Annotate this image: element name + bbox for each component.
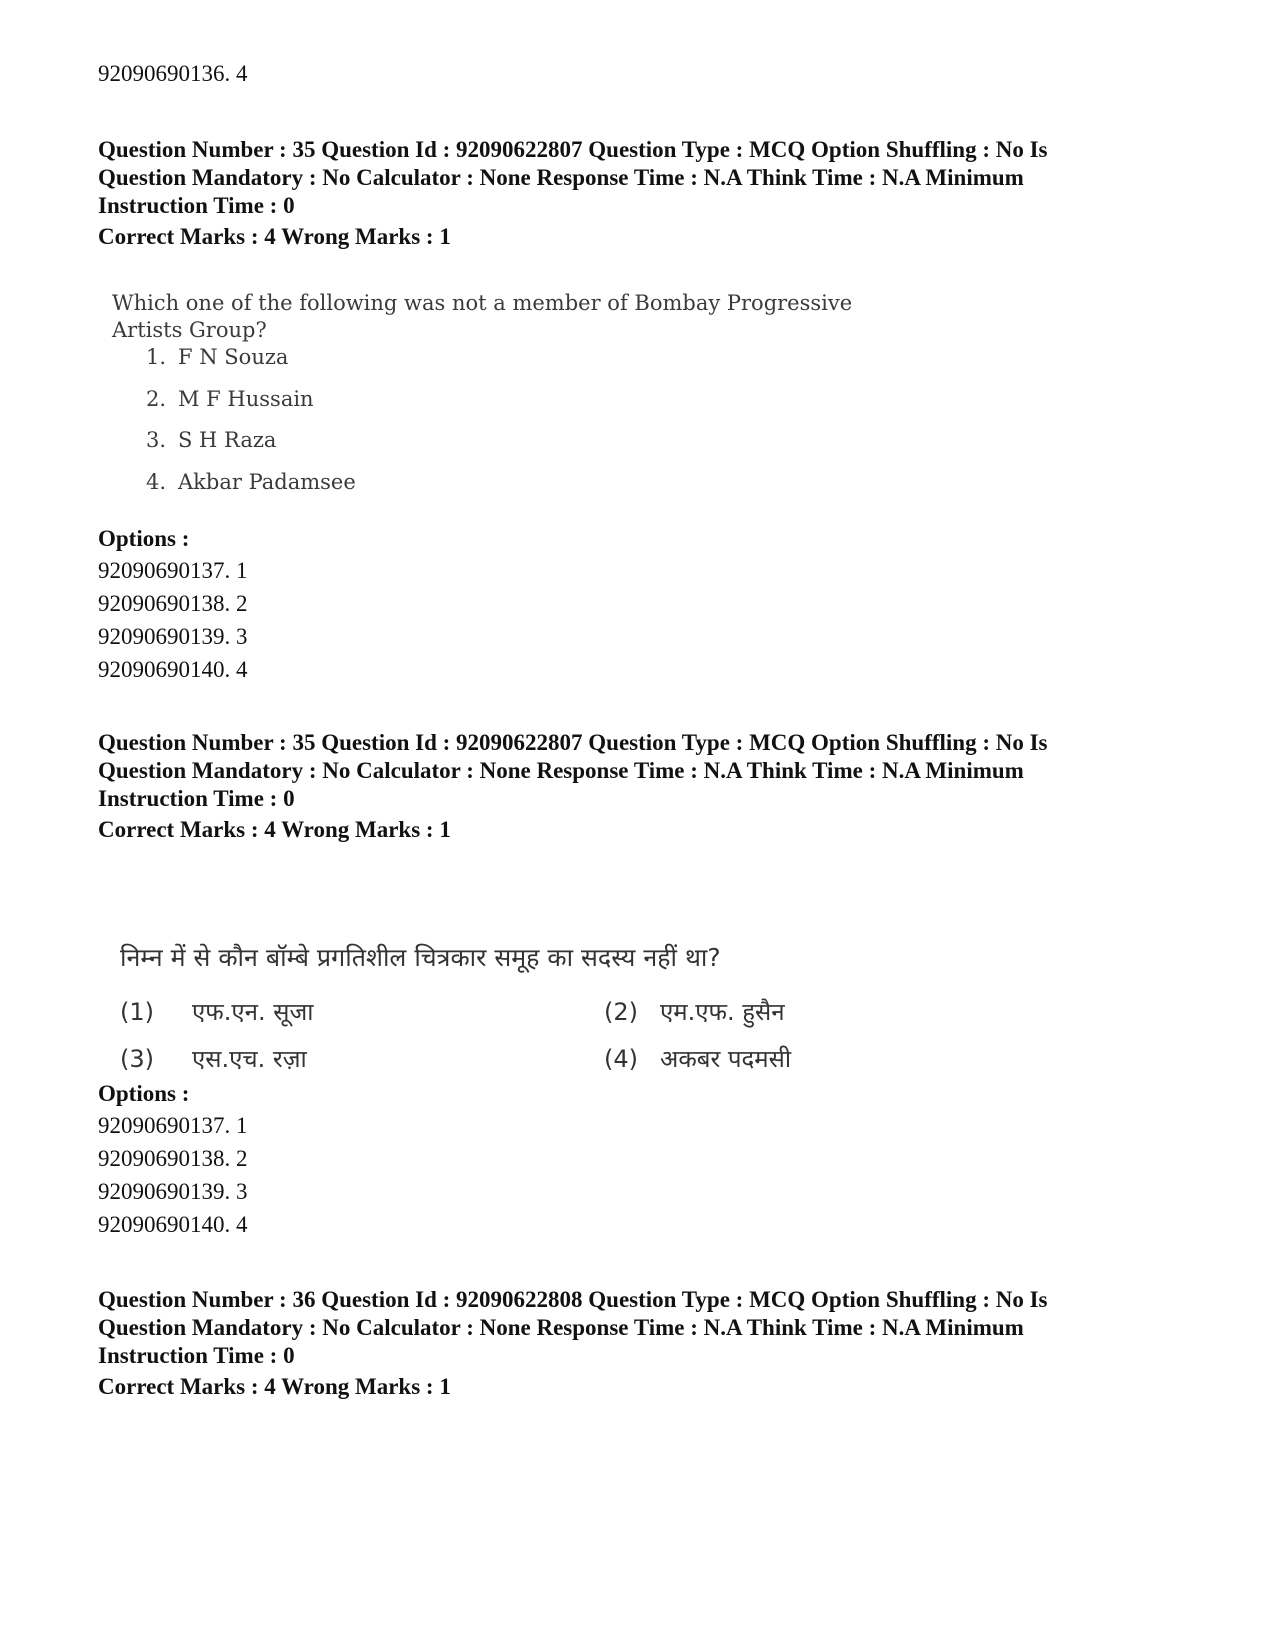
question-header	[98, 1286, 1158, 1370]
choice-number: (2)	[604, 998, 638, 1026]
option-line: 92090690138. 2	[98, 1146, 248, 1171]
header-line: Question Number : 35 Question Id : 92090622807 Question Type : MCQ Option Shuffling : No Is	[98, 730, 1048, 755]
choice-text: अकबर पदमसी	[660, 1045, 792, 1073]
option-line: 92090690136. 4	[98, 61, 248, 86]
question-line: Which one of the following was not a member of Bombay Progressive	[112, 291, 853, 315]
question-header	[98, 136, 1158, 220]
choice-item	[146, 345, 288, 369]
header-line: Question Mandatory : No Calculator : None Response Time : N.A Think Time : N.A Minimum	[98, 165, 1024, 190]
marks-line: Correct Marks : 4 Wrong Marks : 1	[98, 224, 451, 249]
choice-item	[146, 387, 314, 411]
choice-text: M F Hussain	[178, 387, 314, 411]
header-line: Question Number : 36 Question Id : 92090622808 Question Type : MCQ Option Shuffling : No Is	[98, 1287, 1048, 1312]
header-line: Question Mandatory : No Calculator : None Response Time : N.A Think Time : N.A Minimum	[98, 1315, 1024, 1340]
question-text	[112, 290, 852, 344]
option-line: 92090690139. 3	[98, 624, 248, 649]
choice-item	[120, 995, 314, 1028]
question-header	[98, 729, 1158, 813]
choice-text: Akbar Padamsee	[178, 470, 356, 494]
option-line: 92090690138. 2	[98, 591, 248, 616]
option-line: 92090690137. 1	[98, 1113, 248, 1138]
choice-number: 3.	[146, 428, 167, 452]
choice-item	[146, 470, 356, 494]
marks-line: Correct Marks : 4 Wrong Marks : 1	[98, 817, 451, 842]
choice-number: 2.	[146, 387, 167, 411]
option-line: 92090690140. 4	[98, 657, 248, 682]
choice-item	[604, 995, 785, 1028]
choice-number: (1)	[120, 998, 154, 1026]
options-label: Options :	[98, 526, 190, 551]
option-line: 92090690140. 4	[98, 1212, 248, 1237]
choice-text: S H Raza	[178, 428, 277, 452]
choice-text: एफ.एन. सूजा	[192, 998, 314, 1026]
question-line: Artists Group?	[112, 318, 267, 342]
choice-number: (4)	[604, 1045, 638, 1073]
options-label: Options :	[98, 1081, 190, 1106]
choice-number: (3)	[120, 1045, 154, 1073]
choice-item	[120, 1042, 307, 1075]
header-line: Instruction Time : 0	[98, 786, 295, 811]
marks-line: Correct Marks : 4 Wrong Marks : 1	[98, 1374, 451, 1399]
choice-text: F N Souza	[178, 345, 289, 369]
header-line: Instruction Time : 0	[98, 193, 295, 218]
question-text: निम्न में से कौन बॉम्बे प्रगतिशील चित्रकार समूह का सदस्य नहीं था?	[120, 943, 721, 972]
choice-item	[146, 428, 276, 452]
choice-item	[604, 1042, 791, 1075]
choice-number: 1.	[146, 345, 167, 369]
header-line: Question Mandatory : No Calculator : None Response Time : N.A Think Time : N.A Minimum	[98, 758, 1024, 783]
choice-text: एस.एच. रज़ा	[192, 1045, 307, 1073]
choice-text: एम.एफ. हुसैन	[660, 998, 785, 1026]
header-line: Instruction Time : 0	[98, 1343, 295, 1368]
choice-number: 4.	[146, 470, 167, 494]
header-line: Question Number : 35 Question Id : 92090622807 Question Type : MCQ Option Shuffling : No Is	[98, 137, 1048, 162]
option-line: 92090690137. 1	[98, 558, 248, 583]
option-line: 92090690139. 3	[98, 1179, 248, 1204]
